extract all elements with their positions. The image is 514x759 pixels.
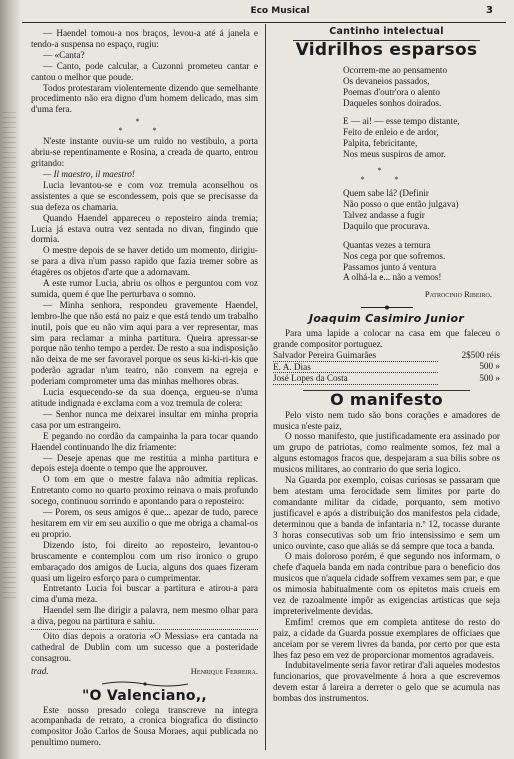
manifesto-title: O manifesto [330, 389, 443, 409]
poem-line: Nos meus suspiros de amor. [343, 149, 446, 160]
asterism: * * * [360, 166, 413, 185]
column-divider [265, 24, 266, 750]
bleed-through-text [2, 112, 16, 602]
paragraph: Quando Haendel appareceu o reposteiro ainda tremia; Lucia já estava outra vez sentada no divan, fingindo que dormia. [31, 212, 258, 245]
poem-line: Passamos junto á ventura [343, 261, 437, 272]
poem-line: Os devaneios passados, [343, 75, 430, 86]
poem-line: Não posso o que então julgava) [343, 198, 459, 209]
poem-line: Poemas d'outr'ora o alento [343, 86, 440, 97]
paragraph: E pegando no cordão da campainha la para tocar quando Haendel continuando lhe diz friamente: [31, 430, 258, 452]
poem-line: Daquilo que procurava. [343, 220, 430, 231]
paragraph: O mais doloroso porém, é que segundo nos informam, o chefe d'aquela banda em nada contribue para o beneficio dos musicos que n'aquela cidade soffrem vexames sem par, e que os mimosia habitualmente com os epitetos mais crueis em vez de razoalmente impôr as exigencias artisticas que seja impreterivelmente devidas. [273, 551, 500, 616]
table-row [273, 361, 500, 373]
poem-line: Daqueles sonhos doirados. [343, 97, 442, 108]
poem-title: Vidrilhos esparsos [295, 39, 478, 60]
paragraph: — Deseje apenas que me restitúa a minha partitura e depois esteja doente o tempo que lhe approuver. [31, 452, 258, 474]
paragraph: O nosso manifesto, que justificadamente era assinado por um grupo de patriotas, como realmente somos, fez mal a alguns estomagos fracos que, despejaram a sua bilis sobre os musicos militares, ao contrario do que seria logico. [273, 431, 500, 475]
stanza-gap [273, 108, 500, 116]
paragraph: O mestre depois de se haver detido um momento, dirigiu-se para a diva n'um passo rapido que fazia tremer sobre as étagères os objetos d'arte que a adornavam. [31, 245, 258, 278]
poem-line: Quem sabe lá? (Definir [343, 188, 429, 199]
donor-name: José Lopes da Costa [273, 373, 438, 385]
masthead-title: Eco Musical [250, 6, 310, 16]
donation-amount: 500 » [479, 361, 500, 372]
paragraph: Este nosso presado colega transcreve na integra acompanhada de retrato, a cronica biografica do distincto compositor João Carlos de Sousa Moraes, aqui publicada no penultimo numero. [31, 704, 258, 748]
page-number: 3 [486, 5, 493, 16]
paragraph: Oito dias depois a oratoria «O Messias» era cantada na cathedral de Dublin com um sucesso que a posteridade consagrou. [31, 631, 258, 663]
paragraph: — Porem, os seus amigos é que... apezar de tudo, parece hesitarem em vir em seu auxilio o que me obriga a chamal-os eu proprio. [31, 507, 258, 539]
paragraph: O tom em que o mestre falava não admitia replicas. Entretanto como no quarto proximo reinava o mais profundo socego, continuou sorrindo e apontando para o reposteiro: [31, 474, 258, 507]
paragraph: — Minha senhora, respondeu gravemente Haendel, lembro-lhe que não está no paiz e que está tendo um trabalho inutil, pois que eu não vim aqui para a ver representar, mas sim para reclamar a minha partitura. Queira apressar-se porque não tenho tempo a perder. De resto a sua indisposição não deixa de me ser favoravel porque os seus ki-ki-ri-kis que poderão agradar n'um teatro, não convem na egreja e poderiam comprometer uma das minhas melhores obras. [31, 299, 258, 387]
paragraph: A este rumor Lucia, abriu os olhos e perguntou com voz sumida, quem é que lhe perturbava o somno. [31, 278, 258, 299]
stanza-gap [273, 232, 500, 240]
ornament-divider [100, 680, 190, 688]
poem-line: Talvez andasse a fugir [343, 209, 425, 220]
section-label: Cantinho intelectual [329, 26, 444, 37]
paragraph: Entretanto Lucia foi buscar a partitura e atirou-a para cima d'uma meza. [31, 583, 258, 605]
paragraph: Haendel sem lhe dirigir a palavra, nem mesmo olhar para a diva, pegou na partitura e sahiu. [31, 605, 258, 627]
table-row [273, 350, 500, 361]
paragraph: — «Canta? [43, 49, 85, 60]
tribute-title: Joaquim Casimiro Junior [308, 312, 465, 326]
poem-line: Palpita, febricitante, [343, 138, 418, 149]
poem-signature: Patrocinio Ribeiro. [424, 289, 492, 300]
paragraph: — Canto, pode calcular, a Cuzonni prometeu cantar e cantou o melhor que poude. [31, 60, 258, 82]
poem-line: Feito de enleio e de ardor, [343, 127, 439, 138]
paragraph: Para uma lapide a colocar na casa em que faleceu o grande compositor portuguez. [273, 328, 500, 350]
donor-name: E. A. Dias [273, 361, 438, 373]
left-column [31, 28, 258, 748]
ornament-divider [359, 304, 415, 311]
right-column [273, 27, 500, 704]
paragraph: — Haendel tomou-a nos braços, levou-a até á janela e tendo-a suspensa no espaço, rugiu: [31, 28, 258, 49]
dotted-separator [31, 629, 258, 630]
paragraph: Lucia levantou-se e com voz tremula aconselhou os assistentes a que se escondessem, pois que se precisasse da sua defeza os chamaria. [31, 179, 258, 212]
author-signature: Henrique Ferreira. [190, 665, 258, 676]
section-title-valenciano: "O Valenciano,, [81, 687, 208, 704]
paragraph: — Senhor nunca me deixarei insultar em minha propria casa por um estrangeiro. [31, 408, 258, 430]
poem-line: Nos cega por que sofremos. [343, 250, 446, 261]
paragraph: Emfim! cremos que em completa antitese do resto do paiz, a cidade da Guarda possue exemplares de officiaes que anceiam por se verem livres da banda, por certo por que esta lhes faz peso em vez de proporcionar momentos agradaveis. [273, 616, 500, 660]
translation-label: trad. [31, 665, 49, 676]
donations-table [273, 350, 500, 385]
donation-amount: 500 » [479, 372, 500, 383]
paragraph: Indubitavelmente seria favor retirar d'ali aqueles modestos funcionarios, que provavelmente á hora a que escrevemos devem estar á lareira a derreter o gelo que se acumula nas bombas dos instrumentos. [273, 660, 500, 704]
paragraph: — Il maestro, il maestro! [43, 168, 135, 179]
poem-line: E — ai! — esse tempo distante, [343, 116, 460, 127]
paragraph: Dizendo isto, foi direito ao reposteiro, levantou-o bruscamente e contemplou com um riso ironico o grupo embaraçado dos amigos de Lucia, alguns dos quaes fizeram quasi um ligeiro esforço para o cumprimentar. [31, 539, 258, 583]
poem-line: A olhá-la e... não a vemos! [343, 272, 442, 283]
paragraph: Pelo visto nem tudo são bons corações e amadores de musica n'este paiz, [273, 409, 500, 431]
poem-line: Ocorrem-me ao pensamento [343, 64, 448, 75]
table-row [273, 373, 500, 385]
poem [273, 65, 500, 284]
donor-name: Salvador Pereira Guimarães [273, 350, 438, 361]
signature-row [31, 666, 258, 677]
asterism: * * * [118, 117, 171, 136]
donation-amount: 2$500 réis [461, 349, 500, 360]
paragraph: Na Guarda por exemplo, coisas curiosas se passaram que bem atestam uma ferocidade sem limites por parte do comandante militar da cidade, porquanto, sem motivo justificavel e após a distribuição dos manifestos pela cidade, determinou que a banda de infantaria n.º 12, tocasse durante 3 horas consecutivas sob um frio intensissimo e sem um unico ouvinte, caso que aliás se dá sempre que toca a banda. [273, 475, 500, 551]
paragraph: Todos protestaram violentemente dizendo que semelhante procedimento não era digno d'um homem delicado, mas sim d'uma fera. [31, 82, 258, 115]
paragraph: N'este instante ouviu-se um ruido no vestibulo, a porta abriu-se repentinamente e Rosina, a creada de quarto, entrou gritando: [31, 136, 258, 169]
header-rule [22, 22, 506, 23]
poem-line: Quantas vezes a ternura [343, 239, 431, 250]
paragraph: Lucia esquecendo-se da sua doença, ergueu-se n'uma atitude indignada e exclama com a voz tremula de colera: [31, 387, 258, 408]
